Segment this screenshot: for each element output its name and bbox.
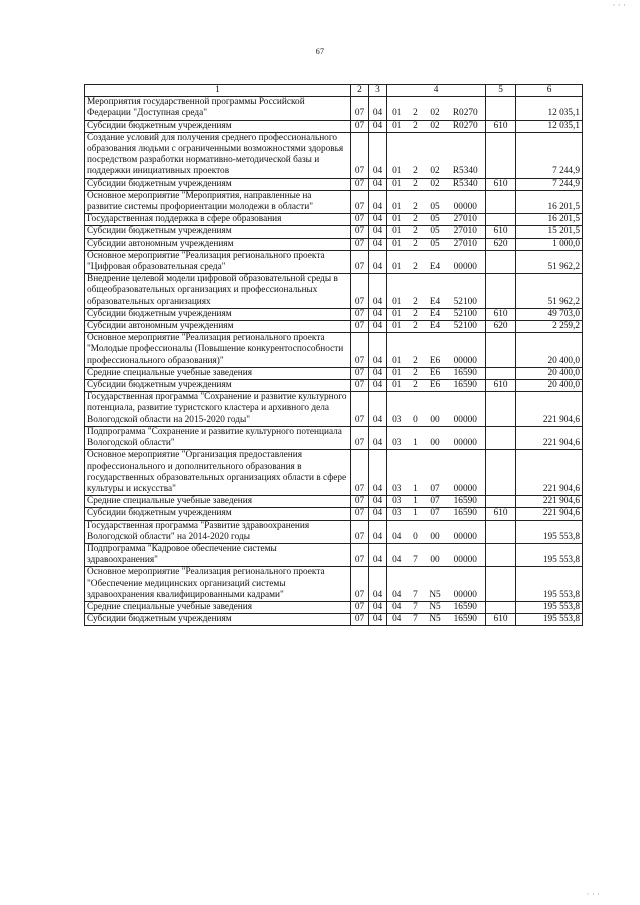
direction-code-cell: 00000	[446, 392, 486, 427]
subprogram-code-cell: 0	[407, 520, 425, 543]
amount-cell: 12 035,1	[516, 97, 583, 120]
expense-type-cell: 610	[486, 380, 516, 392]
expense-type-cell	[486, 333, 516, 368]
row-name-cell: Основное мероприятие "Реализация регионального проекта "Обеспечение медицинских организаций системы здравоохранения квалифицированными кадрами"	[85, 567, 351, 602]
subsection-code-cell: 04	[369, 250, 387, 273]
program-code-cell: 01	[387, 380, 407, 392]
program-code-cell: 04	[387, 601, 407, 613]
subprogram-code-cell: 2	[407, 226, 425, 238]
expense-type-cell	[486, 567, 516, 602]
program-code-cell: 04	[387, 543, 407, 566]
amount-cell: 221 904,6	[516, 450, 583, 496]
row-name-cell: Создание условий для получения среднего профессионального образования людьми с ограниченными возможностями здоровья посредством разработки нормативно-методической базы и поддержки инициативных проектов	[85, 132, 351, 178]
subprogram-code-cell: 2	[407, 380, 425, 392]
subsection-code-cell: 04	[369, 120, 387, 132]
amount-cell: 1 000,0	[516, 238, 583, 250]
subprogram-code-cell: 1	[407, 426, 425, 449]
direction-code-cell: 00000	[446, 450, 486, 496]
subsection-code-cell: 04	[369, 178, 387, 190]
table-row	[85, 543, 583, 566]
header-col-2: 2	[351, 85, 369, 97]
measure-code-cell: E4	[425, 250, 446, 273]
subprogram-code-cell: 2	[407, 190, 425, 213]
expense-type-cell: 620	[486, 238, 516, 250]
program-code-cell: 01	[387, 308, 407, 320]
measure-code-cell: 07	[425, 508, 446, 520]
header-col-4: 4	[387, 85, 486, 97]
table-row	[85, 508, 583, 520]
direction-code-cell: 00000	[446, 426, 486, 449]
amount-cell: 195 553,8	[516, 614, 583, 626]
amount-cell: 49 703,0	[516, 308, 583, 320]
direction-code-cell: 27010	[446, 226, 486, 238]
budget-table	[84, 84, 583, 626]
row-name-cell: Государственная программа "Развитие здравоохранения Вологодской области" на 2014-2020 годы	[85, 520, 351, 543]
section-code-cell: 07	[351, 520, 369, 543]
section-code-cell: 07	[351, 214, 369, 226]
section-code-cell: 07	[351, 308, 369, 320]
amount-cell: 20 400,0	[516, 333, 583, 368]
direction-code-cell: 16590	[446, 601, 486, 613]
table-row	[85, 333, 583, 368]
program-code-cell: 01	[387, 238, 407, 250]
measure-code-cell: E6	[425, 367, 446, 379]
amount-cell: 7 244,9	[516, 178, 583, 190]
section-code-cell: 07	[351, 392, 369, 427]
direction-code-cell: 52100	[446, 321, 486, 333]
section-code-cell: 07	[351, 178, 369, 190]
subsection-code-cell: 04	[369, 333, 387, 368]
row-name-cell: Субсидии бюджетным учреждениям	[85, 614, 351, 626]
measure-code-cell: 05	[425, 238, 446, 250]
expense-type-cell	[486, 190, 516, 213]
table-row	[85, 178, 583, 190]
direction-code-cell: 00000	[446, 567, 486, 602]
section-code-cell: 07	[351, 238, 369, 250]
subsection-code-cell: 04	[369, 274, 387, 309]
direction-code-cell: 16590	[446, 367, 486, 379]
row-name-cell: Основное мероприятие "Реализация регионального проекта "Цифровая образовательная среда"	[85, 250, 351, 273]
measure-code-cell: E4	[425, 308, 446, 320]
row-name-cell: Подпрограмма "Сохранение и развитие культурного потенциала Вологодской области"	[85, 426, 351, 449]
expense-type-cell: 610	[486, 508, 516, 520]
measure-code-cell: 02	[425, 132, 446, 178]
row-name-cell: Основное мероприятие "Организация предоставления профессионального и дополнительного образования в государственных образовательных организациях области в сфере культуры и искусства"	[85, 450, 351, 496]
section-code-cell: 07	[351, 367, 369, 379]
amount-cell: 2 259,2	[516, 321, 583, 333]
subsection-code-cell: 04	[369, 450, 387, 496]
table-row	[85, 226, 583, 238]
program-code-cell: 03	[387, 426, 407, 449]
section-code-cell: 07	[351, 380, 369, 392]
direction-code-cell: 16590	[446, 496, 486, 508]
table-row	[85, 274, 583, 309]
direction-code-cell: 52100	[446, 274, 486, 309]
amount-cell: 195 553,8	[516, 567, 583, 602]
subprogram-code-cell: 7	[407, 614, 425, 626]
expense-type-cell	[486, 520, 516, 543]
section-code-cell: 07	[351, 97, 369, 120]
subsection-code-cell: 04	[369, 190, 387, 213]
program-code-cell: 01	[387, 333, 407, 368]
subsection-code-cell: 04	[369, 543, 387, 566]
table-row	[85, 308, 583, 320]
subprogram-code-cell: 2	[407, 333, 425, 368]
amount-cell: 51 962,2	[516, 250, 583, 273]
table-row	[85, 450, 583, 496]
subsection-code-cell: 04	[369, 321, 387, 333]
program-code-cell: 01	[387, 120, 407, 132]
expense-type-cell: 610	[486, 178, 516, 190]
expense-type-cell: 610	[486, 308, 516, 320]
program-code-cell: 03	[387, 392, 407, 427]
section-code-cell: 07	[351, 120, 369, 132]
expense-type-cell	[486, 601, 516, 613]
row-name-cell: Субсидии бюджетным учреждениям	[85, 178, 351, 190]
corner-mark-top: · · ·	[612, 0, 626, 10]
subsection-code-cell: 04	[369, 226, 387, 238]
header-col-1: 1	[85, 85, 351, 97]
measure-code-cell: 07	[425, 496, 446, 508]
subprogram-code-cell: 2	[407, 367, 425, 379]
subsection-code-cell: 04	[369, 238, 387, 250]
subprogram-code-cell: 2	[407, 274, 425, 309]
direction-code-cell: 16590	[446, 380, 486, 392]
table-row	[85, 120, 583, 132]
measure-code-cell: E6	[425, 333, 446, 368]
program-code-cell: 01	[387, 132, 407, 178]
program-code-cell: 01	[387, 97, 407, 120]
subsection-code-cell: 04	[369, 214, 387, 226]
expense-type-cell	[486, 367, 516, 379]
subprogram-code-cell: 2	[407, 214, 425, 226]
measure-code-cell: 02	[425, 97, 446, 120]
amount-cell: 15 201,5	[516, 226, 583, 238]
section-code-cell: 07	[351, 250, 369, 273]
row-name-cell: Субсидии бюджетным учреждениям	[85, 380, 351, 392]
header-col-5: 5	[486, 85, 516, 97]
subsection-code-cell: 04	[369, 520, 387, 543]
subsection-code-cell: 04	[369, 97, 387, 120]
expense-type-cell: 610	[486, 226, 516, 238]
subprogram-code-cell: 2	[407, 132, 425, 178]
section-code-cell: 07	[351, 450, 369, 496]
amount-cell: 16 201,5	[516, 190, 583, 213]
table-row	[85, 520, 583, 543]
row-name-cell: Государственная программа "Сохранение и развитие культурного потенциала, развитие туристского кластера и архивного дела Вологодской области на 2015-2020 годы"	[85, 392, 351, 427]
row-name-cell: Средние специальные учебные заведения	[85, 496, 351, 508]
row-name-cell: Государственная поддержка в сфере образования	[85, 214, 351, 226]
subprogram-code-cell: 2	[407, 238, 425, 250]
expense-type-cell	[486, 496, 516, 508]
direction-code-cell: 00000	[446, 250, 486, 273]
subsection-code-cell: 04	[369, 614, 387, 626]
direction-code-cell: 00000	[446, 543, 486, 566]
page-number: 67	[315, 47, 325, 56]
row-name-cell: Основное мероприятие "Реализация регионального проекта "Молодые профессионалы (Повышение конкурентоспособности профессионального образования)"	[85, 333, 351, 368]
corner-mark-bottom: · · ·	[586, 889, 600, 899]
row-name-cell: Внедрение целевой модели цифровой образовательной среды в общеобразовательных организациях и профессиональных образовательных организациях	[85, 274, 351, 309]
amount-cell: 51 962,2	[516, 274, 583, 309]
subsection-code-cell: 04	[369, 132, 387, 178]
table-body	[85, 97, 583, 626]
table-row	[85, 392, 583, 427]
table-row	[85, 614, 583, 626]
table-row	[85, 601, 583, 613]
row-name-cell: Субсидии бюджетным учреждениям	[85, 508, 351, 520]
amount-cell: 221 904,6	[516, 392, 583, 427]
measure-code-cell: E4	[425, 274, 446, 309]
direction-code-cell: 16590	[446, 508, 486, 520]
program-code-cell: 01	[387, 214, 407, 226]
direction-code-cell: 27010	[446, 214, 486, 226]
subsection-code-cell: 04	[369, 392, 387, 427]
subsection-code-cell: 04	[369, 426, 387, 449]
measure-code-cell: 05	[425, 214, 446, 226]
section-code-cell: 07	[351, 496, 369, 508]
row-name-cell: Подпрограмма "Кадровое обеспечение системы здравоохранения"	[85, 543, 351, 566]
program-code-cell: 04	[387, 520, 407, 543]
amount-cell: 221 904,6	[516, 496, 583, 508]
measure-code-cell: 02	[425, 120, 446, 132]
subsection-code-cell: 04	[369, 496, 387, 508]
program-code-cell: 01	[387, 274, 407, 309]
table-row	[85, 190, 583, 213]
program-code-cell: 01	[387, 190, 407, 213]
measure-code-cell: N5	[425, 567, 446, 602]
direction-code-cell: R0270	[446, 97, 486, 120]
amount-cell: 221 904,6	[516, 426, 583, 449]
direction-code-cell: R5340	[446, 178, 486, 190]
measure-code-cell: 00	[425, 543, 446, 566]
measure-code-cell: 00	[425, 520, 446, 543]
table-row	[85, 250, 583, 273]
section-code-cell: 07	[351, 132, 369, 178]
row-name-cell: Средние специальные учебные заведения	[85, 601, 351, 613]
section-code-cell: 07	[351, 508, 369, 520]
program-code-cell: 03	[387, 450, 407, 496]
section-code-cell: 07	[351, 333, 369, 368]
section-code-cell: 07	[351, 543, 369, 566]
expense-type-cell: 620	[486, 321, 516, 333]
row-name-cell: Средние специальные учебные заведения	[85, 367, 351, 379]
subsection-code-cell: 04	[369, 601, 387, 613]
section-code-cell: 07	[351, 567, 369, 602]
measure-code-cell: 00	[425, 426, 446, 449]
expense-type-cell	[486, 97, 516, 120]
program-code-cell: 03	[387, 508, 407, 520]
table-row	[85, 567, 583, 602]
expense-type-cell	[486, 250, 516, 273]
amount-cell: 221 904,6	[516, 508, 583, 520]
amount-cell: 195 553,8	[516, 520, 583, 543]
row-name-cell: Субсидии бюджетным учреждениям	[85, 120, 351, 132]
section-code-cell: 07	[351, 614, 369, 626]
subprogram-code-cell: 2	[407, 178, 425, 190]
program-code-cell: 01	[387, 178, 407, 190]
measure-code-cell: 05	[425, 190, 446, 213]
program-code-cell: 01	[387, 250, 407, 273]
direction-code-cell: 16590	[446, 614, 486, 626]
subprogram-code-cell: 0	[407, 392, 425, 427]
program-code-cell: 04	[387, 567, 407, 602]
program-code-cell: 01	[387, 321, 407, 333]
measure-code-cell: 05	[425, 226, 446, 238]
subprogram-code-cell: 7	[407, 543, 425, 566]
measure-code-cell: N5	[425, 614, 446, 626]
subprogram-code-cell: 2	[407, 321, 425, 333]
table-row	[85, 380, 583, 392]
section-code-cell: 07	[351, 321, 369, 333]
subprogram-code-cell: 2	[407, 308, 425, 320]
row-name-cell: Мероприятия государственной программы Российской Федерации "Доступная среда"	[85, 97, 351, 120]
subprogram-code-cell: 7	[407, 567, 425, 602]
row-name-cell: Субсидии автономным учреждениям	[85, 238, 351, 250]
table-row	[85, 367, 583, 379]
amount-cell: 20 400,0	[516, 380, 583, 392]
measure-code-cell: 00	[425, 392, 446, 427]
header-row	[85, 85, 583, 97]
amount-cell: 7 244,9	[516, 132, 583, 178]
header-col-6: 6	[516, 85, 583, 97]
subprogram-code-cell: 1	[407, 496, 425, 508]
amount-cell: 195 553,8	[516, 601, 583, 613]
subsection-code-cell: 04	[369, 367, 387, 379]
expense-type-cell	[486, 543, 516, 566]
row-name-cell: Субсидии бюджетным учреждениям	[85, 226, 351, 238]
direction-code-cell: R5340	[446, 132, 486, 178]
program-code-cell: 04	[387, 614, 407, 626]
expense-type-cell	[486, 214, 516, 226]
measure-code-cell: 02	[425, 178, 446, 190]
section-code-cell: 07	[351, 226, 369, 238]
expense-type-cell	[486, 274, 516, 309]
direction-code-cell: 52100	[446, 308, 486, 320]
row-name-cell: Основное мероприятие "Мероприятия, направленные на развитие системы профориентации молодежи в области"	[85, 190, 351, 213]
table-row	[85, 496, 583, 508]
amount-cell: 20 400,0	[516, 367, 583, 379]
measure-code-cell: 07	[425, 450, 446, 496]
program-code-cell: 01	[387, 226, 407, 238]
measure-code-cell: E4	[425, 321, 446, 333]
direction-code-cell: 00000	[446, 520, 486, 543]
subsection-code-cell: 04	[369, 508, 387, 520]
table-header	[85, 85, 583, 97]
expense-type-cell	[486, 426, 516, 449]
expense-type-cell	[486, 132, 516, 178]
section-code-cell: 07	[351, 601, 369, 613]
expense-type-cell	[486, 450, 516, 496]
subsection-code-cell: 04	[369, 308, 387, 320]
subprogram-code-cell: 2	[407, 250, 425, 273]
measure-code-cell: E6	[425, 380, 446, 392]
subprogram-code-cell: 2	[407, 120, 425, 132]
section-code-cell: 07	[351, 274, 369, 309]
table-row	[85, 97, 583, 120]
table-row	[85, 214, 583, 226]
row-name-cell: Субсидии бюджетным учреждениям	[85, 308, 351, 320]
subprogram-code-cell: 2	[407, 97, 425, 120]
subprogram-code-cell: 1	[407, 508, 425, 520]
expense-type-cell: 610	[486, 120, 516, 132]
table-row	[85, 426, 583, 449]
amount-cell: 16 201,5	[516, 214, 583, 226]
direction-code-cell: R0270	[446, 120, 486, 132]
amount-cell: 195 553,8	[516, 543, 583, 566]
amount-cell: 12 035,1	[516, 120, 583, 132]
section-code-cell: 07	[351, 426, 369, 449]
expense-type-cell	[486, 392, 516, 427]
section-code-cell: 07	[351, 190, 369, 213]
measure-code-cell: N5	[425, 601, 446, 613]
direction-code-cell: 27010	[446, 238, 486, 250]
subprogram-code-cell: 7	[407, 601, 425, 613]
table-row	[85, 321, 583, 333]
direction-code-cell: 00000	[446, 190, 486, 213]
expense-type-cell: 610	[486, 614, 516, 626]
row-name-cell: Субсидии автономным учреждениям	[85, 321, 351, 333]
program-code-cell: 03	[387, 496, 407, 508]
direction-code-cell: 00000	[446, 333, 486, 368]
subsection-code-cell: 04	[369, 380, 387, 392]
subsection-code-cell: 04	[369, 567, 387, 602]
program-code-cell: 01	[387, 367, 407, 379]
table-row	[85, 238, 583, 250]
header-col-3: 3	[369, 85, 387, 97]
subprogram-code-cell: 1	[407, 450, 425, 496]
table-row	[85, 132, 583, 178]
